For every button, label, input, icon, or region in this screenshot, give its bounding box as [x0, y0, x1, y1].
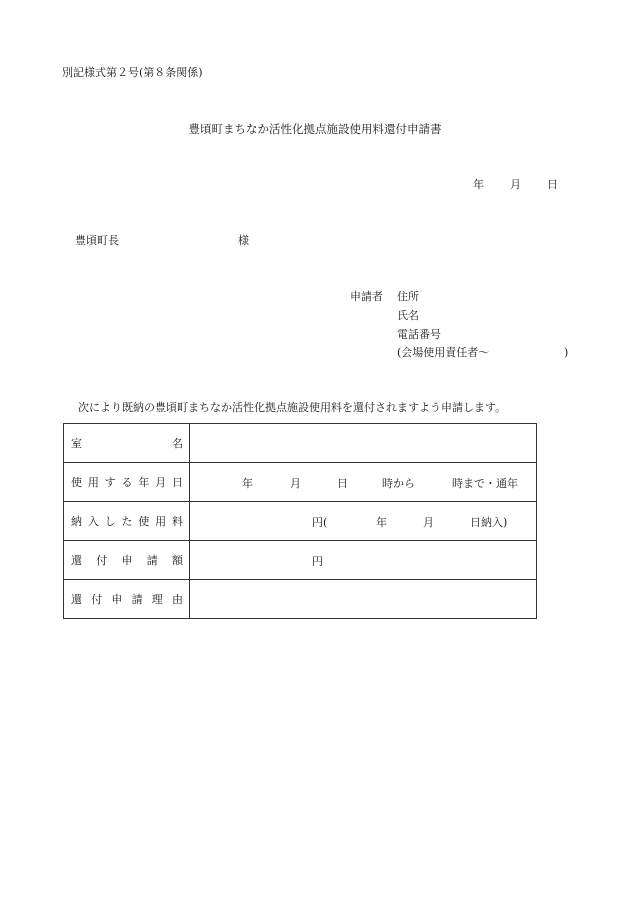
paid-fee-paid-day: 日納入)	[470, 516, 508, 529]
table-row-paid-fee	[64, 502, 537, 541]
use-date-label-char: 用	[87, 476, 99, 489]
room-label-char: 名	[172, 437, 183, 450]
paid-fee-yen: 円(	[312, 516, 328, 529]
table-row-room	[64, 424, 537, 463]
date-year: 年	[473, 178, 484, 191]
use-date-year: 年	[242, 477, 253, 490]
refund-amount-label-char: 申	[121, 554, 133, 567]
refund-amount-label-char: 還	[71, 554, 82, 567]
paid-fee-label	[64, 502, 190, 541]
use-date-label-char: 月	[155, 476, 167, 489]
paid-fee-value-cell[interactable]	[190, 502, 537, 541]
application-table	[63, 423, 537, 619]
addressee-honorific: 様	[238, 234, 249, 247]
paid-fee-label-char: 用	[155, 515, 167, 528]
refund-amount-label-char: 額	[172, 554, 183, 567]
date-line	[473, 178, 558, 192]
room-value-cell[interactable]	[190, 424, 537, 463]
use-date-label-char: す	[104, 476, 116, 489]
paid-fee-label-char: 入	[87, 515, 99, 528]
paid-fee-label-char: た	[121, 515, 133, 528]
applicant-manager-field: (会場使用責任者～	[397, 346, 490, 359]
refund-reason-label-char: 申	[111, 593, 123, 606]
paid-fee-label-char: し	[104, 515, 116, 528]
applicant-label: 申請者	[350, 290, 383, 303]
paid-fee-year: 年	[376, 516, 387, 529]
addressee-name: 豊頃町長	[75, 234, 119, 247]
paid-fee-label-char: 納	[71, 515, 82, 528]
refund-reason-value-cell[interactable]	[190, 580, 537, 619]
document-title: 豊頃町まちなか活性化拠点施設使用料還付申請書	[188, 122, 442, 136]
refund-reason-label-char: 請	[131, 593, 143, 606]
paid-fee-label-char: 使	[138, 515, 150, 528]
use-date-label-char: 日	[171, 476, 183, 489]
request-statement: 次により既納の豊頃町まちなか活性化拠点施設使用料を還付されますよう申請します。	[78, 401, 507, 414]
use-date-to: 時まで・通年	[452, 477, 518, 490]
refund-reason-label-char: 理	[151, 593, 163, 606]
table-row-refund-reason	[64, 580, 537, 619]
paid-fee-label-char: 料	[171, 515, 183, 528]
refund-reason-label-char: 還	[71, 593, 82, 606]
paid-fee-month: 月	[423, 516, 434, 529]
use-date-label	[64, 463, 190, 502]
use-date-label-char: 使	[71, 476, 82, 489]
date-month: 月	[510, 178, 521, 191]
applicant-manager-close: )	[564, 346, 569, 359]
applicant-address-field: 住所	[397, 290, 419, 303]
form-number-label: 別記様式第２号(第８条関係)	[62, 66, 203, 79]
room-label	[64, 424, 190, 463]
refund-amount-value-cell[interactable]	[190, 541, 537, 580]
refund-amount-yen: 円	[312, 555, 323, 568]
use-date-month: 月	[290, 477, 301, 490]
applicant-phone-field: 電話番号	[397, 328, 441, 341]
table-row-use-date	[64, 463, 537, 502]
room-label-char: 室	[71, 437, 82, 450]
refund-reason-label-char: 由	[171, 593, 183, 606]
refund-amount-label-char: 付	[96, 554, 108, 567]
refund-amount-label	[64, 541, 190, 580]
date-day: 日	[547, 178, 558, 191]
refund-reason-label	[64, 580, 190, 619]
use-date-day: 日	[337, 477, 348, 490]
applicant-name-field: 氏名	[397, 309, 419, 322]
addressee	[75, 234, 249, 248]
use-date-label-char: る	[121, 476, 133, 489]
use-date-label-char: 年	[138, 476, 150, 489]
use-date-value-cell[interactable]	[190, 463, 537, 502]
use-date-from: 時から	[382, 477, 415, 490]
refund-reason-label-char: 付	[91, 593, 103, 606]
refund-amount-label-char: 請	[146, 554, 158, 567]
table-row-refund-amount	[64, 541, 537, 580]
